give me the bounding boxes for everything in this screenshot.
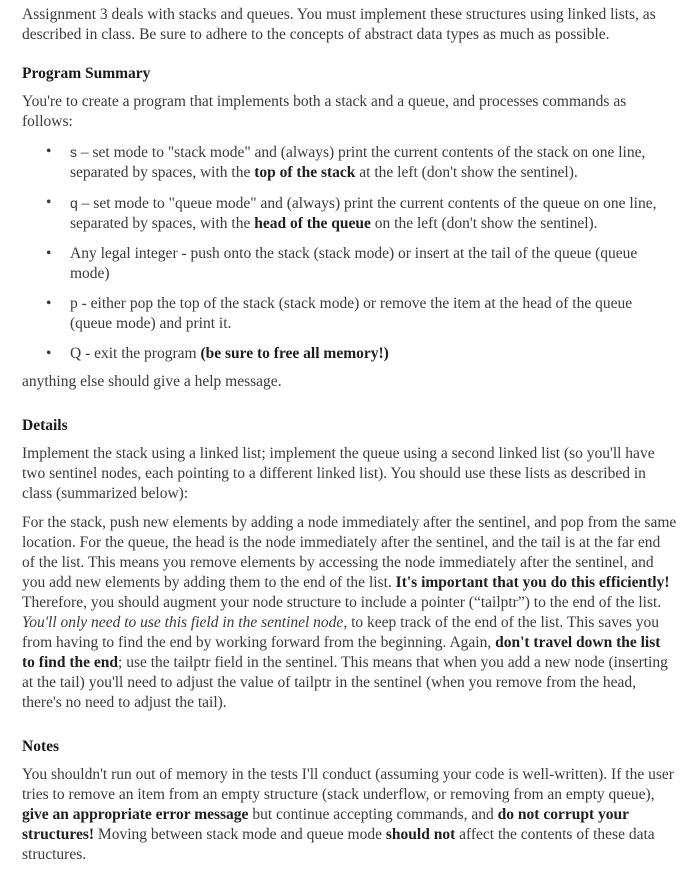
notes-emphasis: do not corrupt your structures! bbox=[22, 806, 629, 843]
command-text-end: on the left (don't show the sentinel). bbox=[370, 215, 598, 232]
command-separator: – bbox=[77, 195, 94, 212]
command-separator: - bbox=[77, 295, 91, 312]
details-text: For the stack, push new elements by adding a node immediately after the sentinel, and pop from the same location. For the queue, the head is the node immediately after the sentinel, and the tail is at the far end of the list. This means you remove elements by accessing the node immediately after the sentinel, and you add new elements by adding them to the end of the list. bbox=[22, 514, 677, 591]
list-item-integer bbox=[22, 244, 677, 284]
command-key: q bbox=[70, 195, 78, 211]
command-key: Q bbox=[70, 345, 82, 362]
details-paragraph-1: Implement the stack using a linked list; implement the queue using a second linked list (so you'll have two sentinel nodes, each pointing to a different linked list). You should use these lists as described in class (summarized below): bbox=[22, 445, 655, 502]
command-emphasis: (be sure to free all memory!) bbox=[200, 345, 389, 362]
bullet-icon: • bbox=[46, 295, 52, 312]
list-item-s bbox=[22, 142, 677, 183]
notes-paragraph bbox=[22, 765, 677, 865]
notes-text: You shouldn't run out of memory in the tests I'll conduct (assuming your code is well-written). If the user tries to remove an item from an empty structure (stack underflow, or removing from an empty queue), bbox=[22, 766, 674, 803]
command-text: exit the program bbox=[94, 345, 201, 362]
details-italic: You'll only need to use this field in the sentinel node bbox=[22, 614, 344, 631]
program-summary-heading: Program Summary bbox=[22, 65, 151, 82]
details-emphasis: It's important that you do this efficiently! bbox=[395, 574, 670, 591]
command-text: Any legal integer - push onto the stack (stack mode) or insert at the tail of the queue (queue mode) bbox=[70, 245, 638, 282]
details-text: Therefore, you should augment your node structure to include a pointer (“tailptr”) to the end of the list. bbox=[22, 594, 662, 611]
details-text: ; use the tailptr field in the sentinel. This means that when you add a new node (inserting at the tail) you'll need to adjust the value of tailptr in the sentinel (when you remove from the head, there's no need to adjust the tail). bbox=[22, 654, 668, 711]
command-emphasis: head of the queue bbox=[254, 215, 371, 232]
details-text: , to keep track of the end of the list. This saves you from having to find the end by working forward from the beginning. Again, bbox=[22, 614, 659, 651]
command-separator: – bbox=[77, 144, 93, 161]
command-text-end: at the left (don't show the sentinel). bbox=[355, 164, 578, 181]
intro-paragraph: Assignment 3 deals with stacks and queues. You must implement these structures using linked lists, as described in class. Be sure to adhere to the concepts of abstract data types as much as possible. bbox=[22, 6, 656, 43]
notes-text: affect the contents of these data structures. bbox=[22, 826, 655, 863]
command-text: either pop the top of the stack (stack mode) or remove the item at the head of the queue (queue mode) and print it. bbox=[70, 295, 633, 332]
list-item-Q bbox=[22, 344, 677, 364]
list-item-q bbox=[22, 193, 677, 234]
summary-lead: You're to create a program that implements both a stack and a queue, and processes commands as follows: bbox=[22, 93, 627, 130]
bullet-icon: • bbox=[46, 143, 52, 160]
notes-text: Moving between stack mode and queue mode bbox=[94, 826, 386, 843]
command-emphasis: top of the stack bbox=[254, 164, 356, 181]
command-separator: - bbox=[81, 345, 95, 362]
bullet-icon: • bbox=[46, 245, 52, 262]
notes-text: but continue accepting commands, and bbox=[248, 806, 498, 823]
details-emphasis: don't travel down the list to find the end bbox=[22, 634, 661, 671]
command-list bbox=[22, 142, 677, 364]
command-text: set mode to "queue mode" and (always) print the current contents of the queue on one line, separated by spaces, with the bbox=[70, 195, 657, 232]
notes-heading: Notes bbox=[22, 738, 60, 755]
bullet-icon: • bbox=[46, 194, 52, 211]
command-text: set mode to "stack mode" and (always) print the current contents of the stack on one line, separated by spaces, with the bbox=[70, 144, 646, 181]
details-paragraph-2 bbox=[22, 513, 677, 713]
bullet-icon: • bbox=[46, 345, 52, 362]
fallback-note: anything else should give a help message. bbox=[22, 373, 282, 390]
command-key: s bbox=[70, 144, 77, 160]
notes-emphasis: should not bbox=[385, 826, 456, 843]
command-key: p bbox=[70, 295, 78, 312]
notes-emphasis: give an appropriate error message bbox=[22, 806, 249, 823]
list-item-p bbox=[22, 294, 677, 334]
details-heading: Details bbox=[22, 417, 68, 434]
